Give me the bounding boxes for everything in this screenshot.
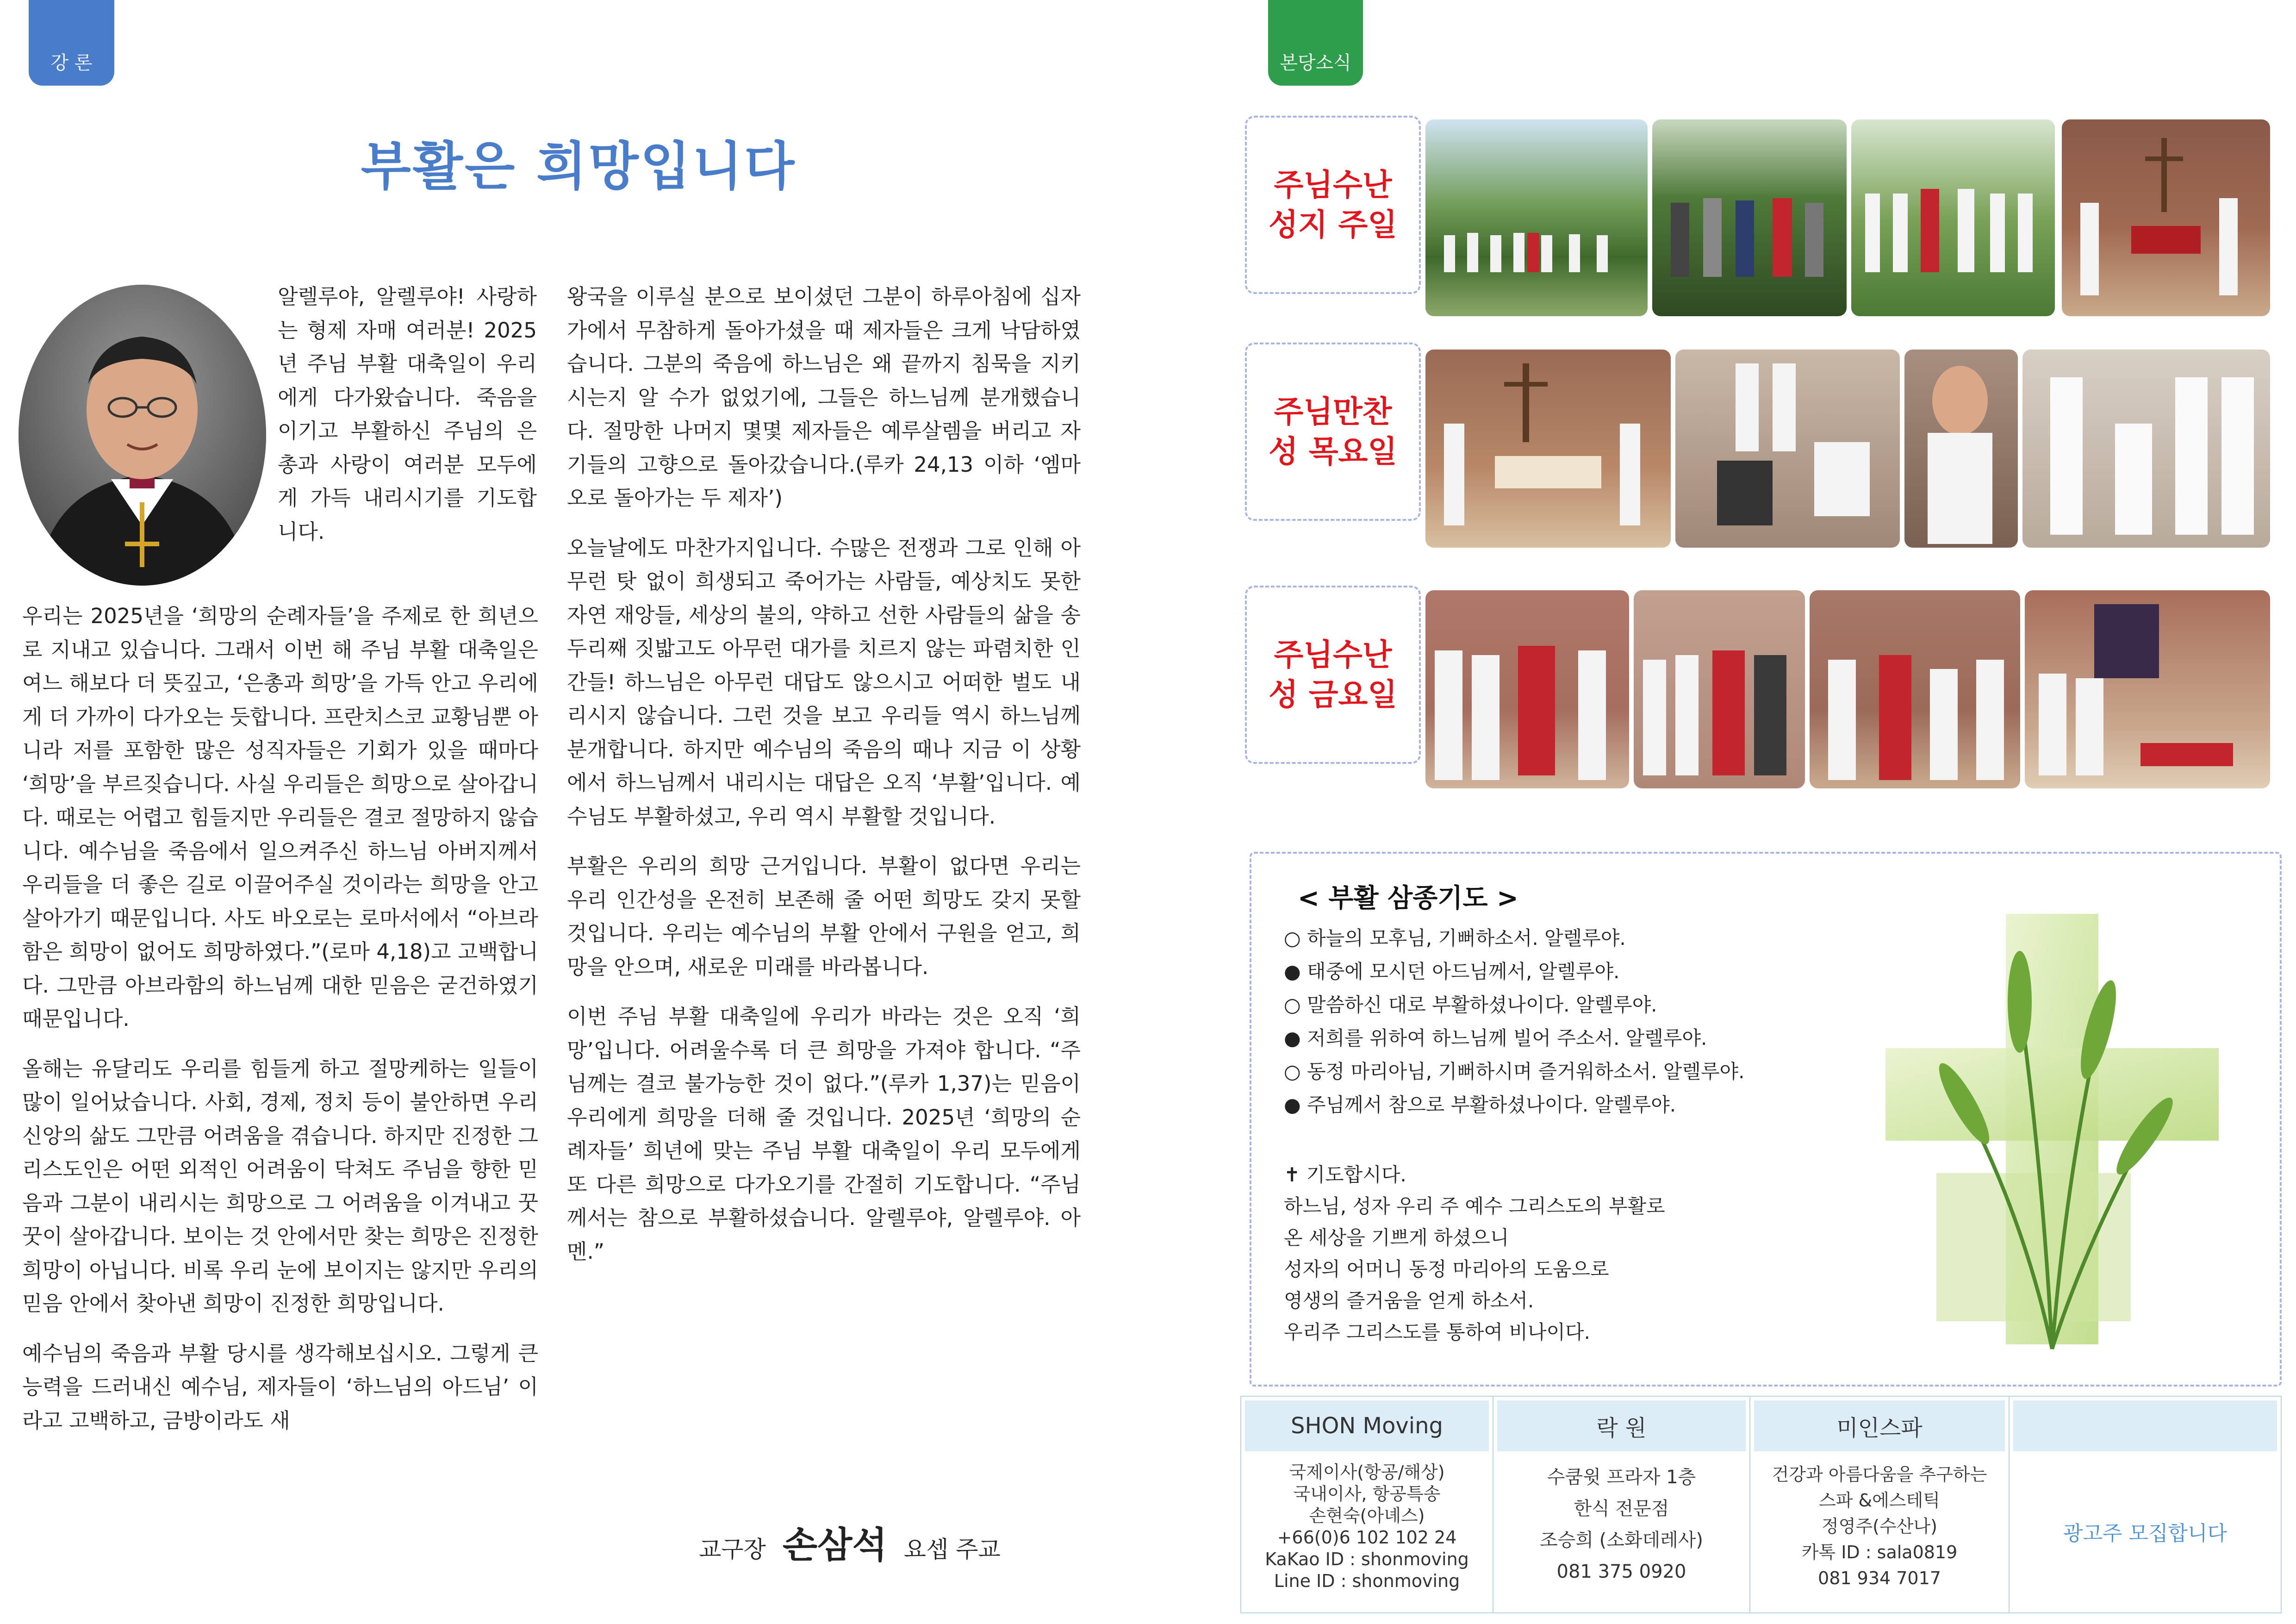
ad-recruit-text: 광고주 모집합니다 [2063,1522,2228,1545]
ad-line: 081 934 7017 [1818,1568,1941,1588]
event-photo [1851,119,2055,316]
event-label-good-friday [1245,586,1421,764]
sermon-paragraph: 왕국을 이루실 분으로 보이셨던 그분이 하루아침에 십자가에서 무참하게 돌아가셨을 때 제자들은 크게 낙담하였습니다. 그분의 죽음에 하느님은 왜 끝까지 침묵을 지키시는지 알 수가 없었기에, 그들은 하느님께 분개했습니다. 절망한 나머지 몇몇 제자들은 예루살렘을 버리고 자기들의 고향으로 돌아갔습니다.(루카 24,13 이하 ‘엠마오로 돌아가는 두 제자’) [567,284,1081,510]
event-label-palm-sunday [1245,116,1421,294]
prayer-title: < 부활 삼종기도 > [1298,883,1518,913]
prayer-line [1284,923,1626,951]
prayer-line [1284,1056,1744,1084]
filled-circle-bullet-icon: ● [1284,1093,1301,1116]
prayer-closing-line: 우리주 그리스도를 통하여 비나이다. [1284,1321,1590,1343]
ad-line: 카톡 ID : sala0819 [1801,1542,1958,1562]
sermon-paragraph: 부활은 우리의 희망 근거입니다. 부활이 없다면 우리는 우리 인간성을 온전히 보존해 줄 어떤 희망도 갖지 못할 것입니다. 우리는 예수님의 부활 안에서 구원을 얻고, 희망을 안으며, 새로운 미래를 바라봅니다. [567,854,1081,979]
ad-name: SHON Moving [1245,1400,1489,1451]
sermon-paragraph: 오늘날에도 마찬가지입니다. 수많은 전쟁과 그로 인해 아무런 탓 없이 희생되고 죽어가는 사람들, 예상치도 못한 자연 재앙들, 세상의 불의, 약하고 선한 사람들의 삶을 송두리째 짓밟고도 아무런 대가를 치르지 않는 파렴치한 인간들! 하느님은 아무런 대답도 않으시고 어떠한 벌도 내리시지 않습니다. 그런 것을 보고 우리들 역시 하느님께 분개합니다. 하지만 예수님의 죽음의 때나 지금 이 상황에서 하느님께서 내리시는 대답은 오직 ‘부활’입니다. 예수님도 부활하셨고, 우리 역시 부활할 것입니다. [567,535,1081,829]
event-photo [1425,119,1648,316]
event-label-line: 성지 주일 [1268,206,1397,243]
page-title: 부활은 희망입니다 [361,137,796,197]
filled-circle-bullet-icon: ● [1284,960,1301,983]
event-label-holy-thursday [1245,343,1421,521]
circle-bullet-icon: ○ [1284,927,1301,949]
ad-line: 국제이사(항공/해상) [1289,1462,1445,1482]
event-label-line: 성 목요일 [1268,433,1397,469]
prayer-closing [1284,1159,1665,1348]
event-photo [2022,350,2270,548]
ad-line: +66(0)6 102 102 24 [1277,1527,1457,1548]
section-tab-sermon: 강 론 [29,0,114,86]
signature-suffix: 요셉 주교 [903,1536,1001,1563]
ad-miin-spa [1750,1397,2010,1612]
signature-name: 손삼석 [782,1524,887,1566]
event-photo [2062,119,2270,316]
prayer-line [1284,990,1657,1018]
cross-wheat-illustration [1867,895,2237,1363]
event-label-line: 주님수난 [1274,637,1392,673]
sermon-paragraph: 예수님의 죽음과 부활 당시를 생각해보십시오. 그렇게 큰 능력을 드러내신 예수님, 제자들이 ‘하느님의 아드님’ 이라고 고백하고, 금방이라도 새 [22,1341,538,1433]
prayer-line [1284,956,1619,984]
ad-shon-moving [1241,1397,1493,1612]
event-photo [1810,590,2020,788]
event-label-line: 주님만찬 [1274,394,1392,430]
bishop-portrait [19,285,266,586]
sermon-column-1 [22,600,538,1454]
prayer-line-text: 하늘의 모후님, 기뻐하소서. 알렐루야. [1307,927,1626,949]
ad-line: 수쿰윗 프라자 1층 [1547,1467,1696,1488]
prayer-line-text: 저희를 위하여 하느님께 빌어 주소서. 알렐루야. [1307,1027,1707,1049]
signature-title: 교구장 [699,1536,766,1563]
prayer-line-text: 말씀하신 대로 부활하셨나이다. 알렐루야. [1307,993,1657,1016]
ad-line: 정영주(수산나) [1822,1516,1937,1537]
section-tab-parish-news: 본당소식 [1268,0,1363,86]
ad-line: 건강과 아름다움을 추구하는 [1772,1464,1987,1485]
ad-line: 스파 &에스테틱 [1819,1490,1940,1511]
signature [699,1516,1001,1568]
ad-line: 손현숙(아녜스) [1309,1505,1425,1526]
advertisement-table [1240,1396,2282,1613]
prayer-line [1284,1023,1707,1051]
ad-line: 한식 전문점 [1574,1498,1669,1519]
event-photo [1652,119,1847,316]
ad-line: KaKao ID : shonmoving [1265,1549,1469,1569]
ad-name [2013,1400,2277,1451]
prayer-closing-line: 하느님, 성자 우리 주 예수 그리스도의 부활로 [1284,1195,1665,1218]
ad-name: 미인스파 [1754,1400,2005,1451]
event-label-line: 주님수난 [1274,167,1392,203]
circle-bullet-icon: ○ [1284,1060,1301,1083]
ad-line: Line ID : shonmoving [1274,1571,1460,1591]
ad-line: 조승희 (소화데레사) [1539,1530,1704,1551]
ad-line: 국내이사, 항공특송 [1293,1484,1441,1504]
greeting-paragraph: 알렐루야, 알렐루야! 사랑하는 형제 자매 여러분! 2025년 주님 부활 대축일이 우리에게 다가왔습니다. 죽음을 이기고 부활하신 주님의 은총과 사랑이 여러분 모두에게 가득 내리시기를 기도합니다. [278,284,537,544]
sermon-paragraph: 올해는 유달리도 우리를 힘들게 하고 절망케하는 일들이 많이 일어났습니다. 사회, 경제, 정치 등이 불안하면 우리 신앙의 삶도 그만큼 어려움을 겪습니다. 하지만 진정한 그리스도인은 어떤 외적인 어려움이 닥쳐도 주님을 향한 믿음과 그분이 내리시는 희망으로 그 어려움을 이겨내고 꿋꿋이 살아갑니다. 보이는 것 안에서만 찾는 희망은 진정한 희망이 아닙니다. 비록 우리 눈에 보이지는 않지만 우리의 믿음 안에서 찾아낸 희망이 진정한 희망입니다. [22,1056,538,1316]
prayer-line-text: 주님께서 참으로 부활하셨나이다. 알렐루야. [1307,1093,1676,1116]
event-label-line: 성 금요일 [1268,676,1397,712]
event-photo [1634,590,1805,788]
circle-bullet-icon: ○ [1284,993,1301,1016]
event-photo [1904,350,2018,548]
event-photo [2025,590,2270,788]
sermon-column-2 [567,280,1081,1285]
ad-line: 081 375 0920 [1556,1561,1686,1582]
prayer-closing-line: 영생의 즐거움을 얻게 하소서. [1284,1289,1534,1312]
sermon-paragraph: 우리는 2025년을 ‘희망의 순례자들’을 주제로 한 희년으로 지내고 있습니다. 그래서 이번 해 주님 부활 대축일은 여느 해보다 더 뜻깊고, ‘은총과 희망’을 가득 안고 우리에게 더 가까이 다가오는 듯합니다. 프란치스코 교황님뿐 아니라 저를 포함한 많은 성직자들은 기회가 있을 때마다 ‘희망’을 부르짖습니다. 사실 우리들은 희망으로 살아갑니다. 때로는 어렵고 힘들지만 우리들은 결코 절망하지 않습니다. 예수님을 죽음에서 일으켜주신 하느님 아버지께서 우리들을 더 좋은 길로 이끌어주실 것이라는 희망을 안고 살아가기 때문입니다. 사도 바오로는 로마서에서 “아브라함은 희망이 없어도 희망하였다.”(로마 4,18)고 고백합니다. 그만큼 아브라함의 하느님께 대한 믿음은 굳건하였기 때문입니다. [22,604,538,1031]
prayer-closing-line: 온 세상을 기쁘게 하셨으니 [1284,1226,1509,1249]
easter-angelus-prayer-box [1250,852,2282,1387]
sermon-paragraph: 이번 주님 부활 대축일에 우리가 바라는 것은 오직 ‘희망’입니다. 어려울수록 더 큰 희망을 가져야 합니다. “주님께는 결코 불가능한 것이 없다.”(루카 1,37)는 믿음이 우리에게 희망을 더해 줄 것입니다. 2025년 ‘희망의 순례자들’ 희년에 맞는 주님 부활 대축일이 우리 모두에게 또 다른 희망으로 다가오기를 간절히 기도합니다. “주님께서는 참으로 부활하셨습니다. 알렐루야, 알렐루야. 아멘.” [567,1004,1081,1264]
event-photo [1425,590,1629,788]
prayer-closing-line: ✝ 기도합시다. [1284,1163,1406,1186]
filled-circle-bullet-icon: ● [1284,1027,1301,1049]
event-photo [1675,350,1900,548]
prayer-closing-line: 성자의 어머니 동정 마리아의 도움으로 [1284,1258,1609,1280]
event-photo [1425,350,1671,548]
ad-name: 락 원 [1497,1400,1746,1451]
ad-rakwon [1493,1397,1750,1612]
prayer-line [1284,1090,1676,1118]
prayer-line-text: 동정 마리아님, 기뻐하시며 즐거워하소서. 알렐루야. [1307,1060,1745,1083]
ad-recruitment [2010,1397,2281,1612]
prayer-line-text: 태중에 모시던 아드님께서, 알렐루야. [1307,960,1620,983]
